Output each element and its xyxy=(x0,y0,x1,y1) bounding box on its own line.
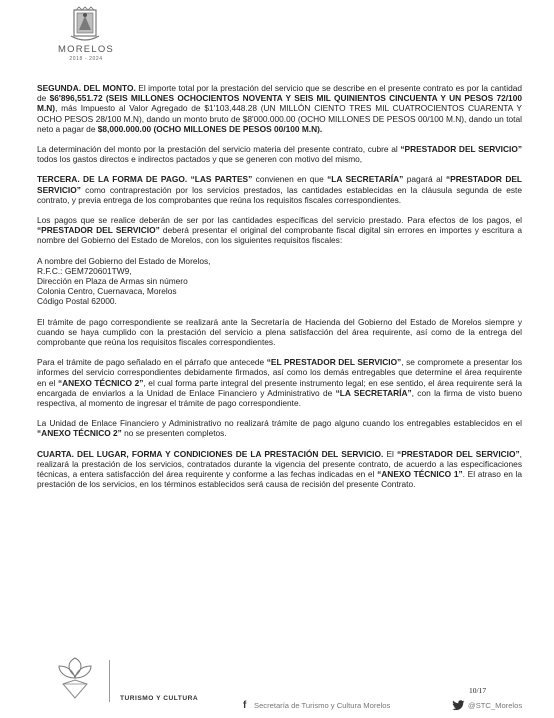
bold-text-run: $6'896,551.72 (SEIS MILLONES OCHOCIENTOS NOVENTA Y SEIS MIL QUINIENTOS CINCUENTA Y UN PESOS 72/100 M.N) xyxy=(37,93,522,114)
bold-text-run: “PRESTADOR DEL SERVICIO” xyxy=(400,144,522,155)
bold-text-run: CUARTA. DEL LUGAR, FORMA Y CONDICIONES DE LA PRESTACIÓN DEL SERVICIO. xyxy=(37,448,384,459)
text-run: , más Impuesto al Valor Agregado de $1'103,448.28 (UN MILLÓN CIENTO TRES MIL CUATROCIENTOS CUARENTA Y OCHO PESOS 28/100 M.N), dando un monto bruto de $8'000.000.00 (OCHO MILLONES DE PESOS 00/100 M.N), dando un total neto a pagar de xyxy=(37,103,522,134)
administration-years: 2018 - 2024 xyxy=(69,56,103,62)
bold-text-run: “PRESTADOR DEL SERVICIO” xyxy=(37,225,160,236)
clause-cuarta-paragraph xyxy=(37,449,522,490)
bold-text-run: “EL PRESTADOR DEL SERVICIO” xyxy=(266,357,402,368)
bold-text-run: $8,000.000.00 (OCHO MILLONES DE PESOS 00/100 M.N). xyxy=(97,123,323,134)
bold-text-run: SEGUNDA. DEL MONTO. xyxy=(37,83,136,93)
bold-text-run: “ANEXO TÉCNICO 1” xyxy=(377,469,463,480)
bold-text-run: “PRESTADOR DEL SERVICIO” xyxy=(397,448,520,459)
text-run: El trámite de pago correspondiente se realizará ante la Secretaría de Hacienda del Gobierno del Estado de Morelos siempre y cuando se haya cumplido con la prestación del servicio a plena satisfacción del área requirente, así como de la entrega del comprobante que reúna los requisitos fiscales correspondientes. xyxy=(37,316,522,348)
facebook-handle: Secretaría de Turismo y Cultura Morelos xyxy=(254,701,391,710)
text-run: convienen en que xyxy=(252,174,328,185)
department-name: TURISMO Y CULTURA xyxy=(120,695,199,702)
text-run: . El atraso en la prestación de los servicios, en los términos establecidos será causa de recisión del presente Contrato. xyxy=(37,469,523,490)
footer-divider xyxy=(109,660,110,702)
address-line: R.F.C.: GEM720601TW9, xyxy=(37,265,132,276)
text-run: El xyxy=(383,448,398,459)
text-run: Para el trámite de pago señalado en el párrafo que antecede xyxy=(37,357,267,368)
amount-coverage-paragraph xyxy=(37,144,522,164)
bold-text-run: “ANEXO TÉCNICO 2” xyxy=(37,428,122,439)
address-line: Colonia Centro, Cuernavaca, Morelos xyxy=(37,286,177,297)
bold-text-run: TERCERA. DE LA FORMA DE PAGO. “LAS PARTES” xyxy=(37,174,253,185)
address-line: Código Postal 62000. xyxy=(37,296,117,307)
twitter-bird-icon xyxy=(452,700,465,711)
text-run: todos los gastos directos e indirectos pactados y que se generen con motivo del mismo, xyxy=(37,154,363,165)
text-run: La determinación del monto por la prestación del servicio materia del presente contrato, cubre al xyxy=(37,144,401,155)
clause-tercera-paragraph xyxy=(37,174,522,205)
text-run: no se presenten completos. xyxy=(121,428,227,439)
text-run: pagará al xyxy=(403,174,446,185)
facebook-icon: f xyxy=(243,700,247,711)
text-run: Los pagos que se realice deberán de ser por las cantidades específicas del servicio prestado. Para efectos de los pagos, el xyxy=(37,215,522,226)
state-crest-icon xyxy=(67,6,103,48)
fiscal-address-block xyxy=(37,256,522,307)
text-run: , realizará la prestación de los servicios, contratados durante la vigencia del presente contrato, de acuerdo a las especificaciones técnicas, a entera satisfacción del área requirente y conforme a las fechas indicadas en el xyxy=(37,448,522,480)
payment-requirements-paragraph xyxy=(37,215,522,246)
bold-text-run: “LA SECRETARÍA” xyxy=(335,387,412,398)
address-line: A nombre del Gobierno del Estado de Morelos, xyxy=(37,255,211,266)
bold-text-run: “ANEXO TÉCNICO 2” xyxy=(57,377,144,388)
incomplete-deliverables-paragraph xyxy=(37,418,522,438)
text-run: deberá presentar el original del comprobante fiscal digital sin errores en importes y escritura a nombre del Gobierno del Estado de Morelos, con los siguientes requisitos fiscales: xyxy=(37,225,522,246)
page-header xyxy=(0,0,554,80)
text-run: , el cual forma parte integral del presente instrumento legal; en ese sentido, el área requirente será la encargada de enviarlos a la Unidad de Enlace Financiero y Administrativo de xyxy=(37,377,522,398)
bold-text-run: “PRESTADOR DEL SERVICIO” xyxy=(37,174,523,195)
clause-segunda-paragraph xyxy=(37,83,522,134)
address-line: Dirección en Plaza de Armas sin número xyxy=(37,276,188,287)
document-body xyxy=(37,83,522,500)
state-name: MORELOS xyxy=(58,44,114,55)
page-number: 10/17 xyxy=(469,686,487,695)
twitter-handle: @STC_Morelos xyxy=(468,701,523,710)
text-run: El importe total por la prestación del servicio que se describe en el presente contrato es por la cantidad de xyxy=(37,83,522,104)
text-run: La Unidad de Enlace Financiero y Administrativo no realizará trámite de pago alguno cuando los entregables establecidos en el xyxy=(37,418,522,429)
provider-reports-paragraph xyxy=(37,357,522,408)
text-run: , con la firma de visto bueno respectiva, al momento de ingresar el trámite de pago correspondiente. xyxy=(37,387,522,409)
text-run: , se compromete a presentar los informes del servicio correspondientes debidamente firmados, así como los demás entregables que determine el área requirente en el xyxy=(37,357,522,388)
text-run: como contraprestación por los servicios prestados, las cantidades establecidas en la cláusula segunda de este contrato, y previa entrega de los comprobantes que reúna los requisitos fiscales correspondientes. xyxy=(37,184,522,205)
bold-text-run: “LA SECRETARÍA” xyxy=(327,174,404,185)
turismo-flower-icon xyxy=(55,656,95,700)
payment-procedure-paragraph xyxy=(37,317,522,348)
